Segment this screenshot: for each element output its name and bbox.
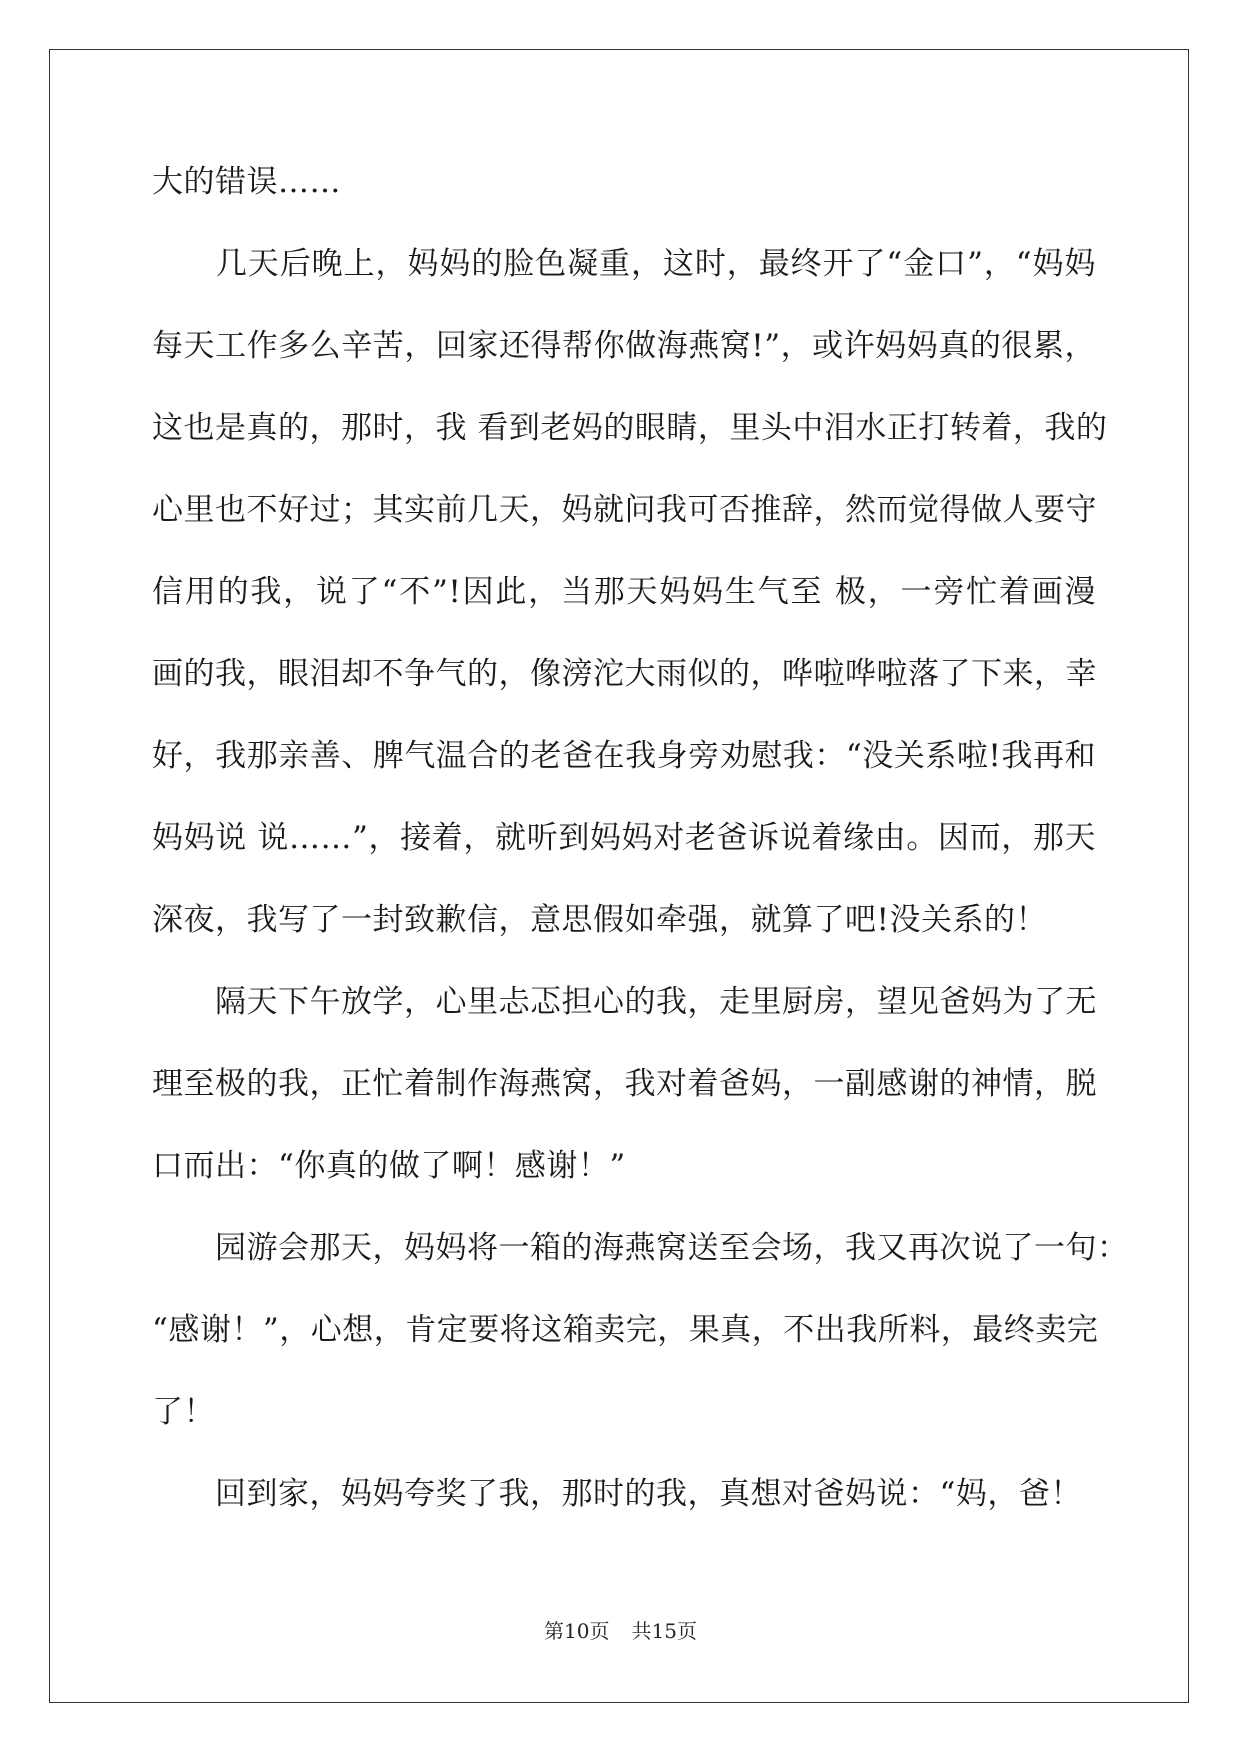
text-line: 大的错误…… [152,164,341,200]
text-line: 妈妈说 说……”，接着，就听到妈妈对老爸诉说着缘由。因而，那天 [152,820,1096,856]
text-line: 理至极的我，正忙着制作海燕窝，我对着爸妈，一副感谢的神情，脱 [152,1066,1097,1102]
text-line: “感谢！”，心想，肯定要将这箱卖完，果真，不出我所料，最终卖完 [152,1312,1099,1348]
text-line: 好，我那亲善、脾气温合的老爸在我身旁劝慰我：“没关系啦!我再和 [152,738,1096,774]
text-line: 画的我，眼泪却不争气的，像滂沱大雨似的，哗啦哗啦落了下来，幸 [152,656,1097,692]
text-line: 回到家，妈妈夸奖了我，那时的我，真想对爸妈说：“妈，爸！ [152,1476,1082,1512]
text-line: 这也是真的，那时，我 看到老妈的眼睛，里头中泪水正打转着，我的 [152,410,1108,446]
text-line: 口而出：“你真的做了啊！感谢！” [152,1148,626,1184]
text-line: 信用的我，说了“不”!因此，当那天妈妈生气至 极，一旁忙着画漫 [152,574,1096,610]
document-body [152,162,1129,1556]
text-line: 了！ [152,1394,215,1430]
text-line: 园游会那天，妈妈将一箱的海燕窝送至会场，我又再次说了一句： [152,1230,1129,1266]
text-line: 隔天下午放学，心里忐忑担心的我，走里厨房，望见爸妈为了无 [152,984,1097,1020]
text-line: 心里也不好过；其实前几天，妈就问我可否推辞，然而觉得做人要守 [152,492,1097,528]
page-total: 共15页 [631,1619,697,1643]
text-line: 深夜，我写了一封致歉信，意思假如牵强，就算了吧!没关系的！ [152,902,1047,938]
text-line: 每天工作多么辛苦，回家还得帮你做海燕窝!”，或许妈妈真的很累， [152,328,1096,364]
text-line: 几天后晚上，妈妈的脸色凝重，这时，最终开了“金口”，“妈妈 [152,246,1096,282]
page-footer [0,1617,1241,1645]
page-number: 第10页 [544,1619,610,1643]
